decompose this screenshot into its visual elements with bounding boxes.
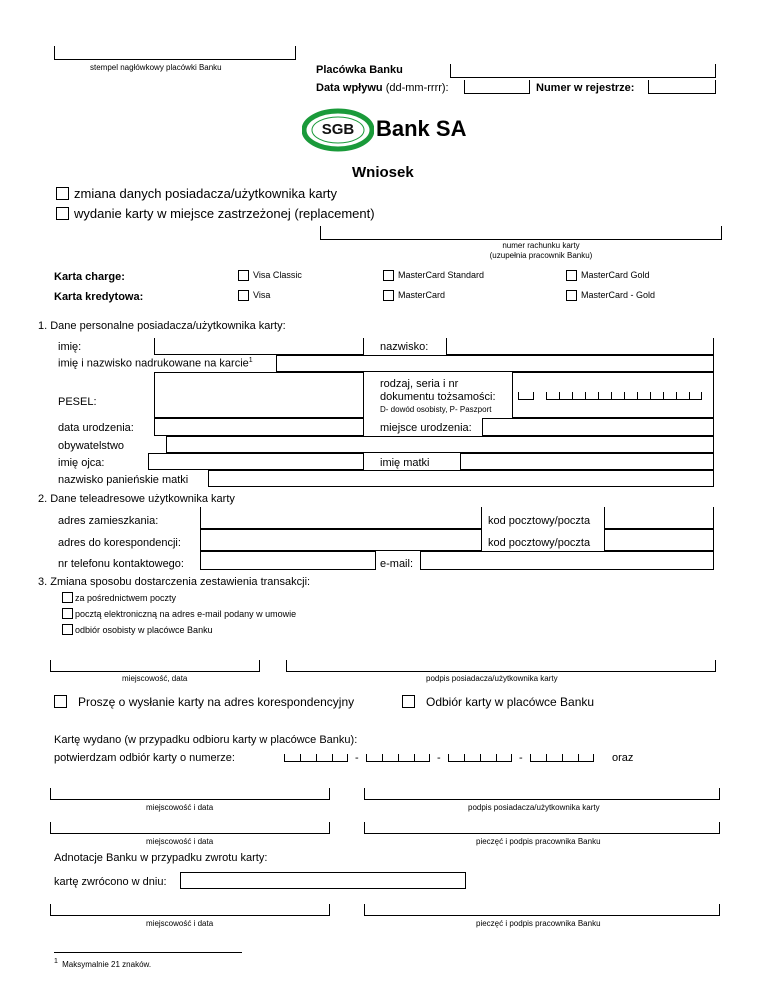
phone-input[interactable] [200, 551, 376, 570]
email-input[interactable] [420, 551, 714, 570]
credit-visa-checkbox[interactable] [238, 290, 249, 301]
postal-input[interactable] [604, 507, 714, 529]
sign4-signature-caption: pieczęć i podpis pracownika Banku [476, 919, 601, 928]
sign4-signature-field[interactable] [364, 904, 720, 916]
charge-mc-standard-label: MasterCard Standard [398, 270, 485, 280]
card-number-dash2: - [437, 752, 441, 764]
issued-line1: Kartę wydano (w przypadku odbioru karty w placówce Banku): [54, 734, 358, 746]
charge-visa-classic-checkbox[interactable] [238, 270, 249, 281]
request-checkbox-change[interactable] [56, 187, 69, 200]
corr-address-input[interactable] [200, 529, 482, 551]
sign1-signature-field[interactable] [286, 660, 716, 672]
account-caption: numer rachunku karty [502, 241, 580, 250]
footnote-text: Maksymalnie 21 znaków. [62, 959, 152, 969]
citizenship-label: obywatelstwo [58, 440, 125, 452]
statement-post-label: za pośrednictwem poczty [75, 593, 177, 603]
birth-place-label: miejsce urodzenia: [380, 422, 472, 434]
printed-name-input[interactable] [276, 355, 714, 372]
page-title: Wniosek [352, 164, 414, 181]
statement-branch-label: odbiór osobisty w placówce Banku [75, 625, 213, 635]
footnote [54, 958, 151, 969]
email-label: e-mail: [380, 558, 414, 570]
sign1-place-date-caption: miejscowość, data [122, 674, 188, 683]
send-card-checkbox[interactable] [54, 695, 67, 708]
date-field[interactable] [464, 80, 530, 94]
oraz-label: oraz [612, 752, 634, 764]
credit-mc-label: MasterCard [398, 290, 446, 300]
issued-line2: potwierdzam odbiór karty o numerze: [54, 752, 235, 764]
section3-title: 3. Zmiana sposobu dostarczenia zestawienia transakcji: [38, 576, 311, 588]
birth-date-input[interactable] [154, 418, 364, 436]
request-checkbox-replacement[interactable] [56, 207, 69, 220]
account-number-field[interactable] [320, 226, 722, 240]
pesel-label: PESEL: [58, 396, 97, 408]
citizenship-input[interactable] [166, 436, 714, 453]
card-number-group2[interactable] [366, 754, 430, 762]
sign2-signature-caption: podpis posiadacza/użytkownika karty [468, 803, 600, 812]
statement-branch-checkbox[interactable] [62, 624, 73, 635]
mother-name-input[interactable] [460, 453, 714, 470]
document-label-line2: dokumentu tożsamości: [380, 391, 496, 403]
send-card-label: Proszę o wysłanie karty na adres korespondencyjny [78, 695, 355, 709]
footnote-sup: 1 [54, 958, 58, 965]
register-field[interactable] [648, 80, 716, 94]
date-label: Data wpływu [316, 82, 383, 94]
stamp-box[interactable] [54, 46, 296, 60]
postal-label-2: kod pocztowy/poczta [488, 537, 591, 549]
address-input[interactable] [200, 507, 482, 529]
charge-mc-standard-checkbox[interactable] [383, 270, 394, 281]
postal-input-2[interactable] [604, 529, 714, 551]
return-date-input[interactable] [180, 872, 466, 889]
sign3-place-date-caption: miejscowość i data [146, 837, 214, 846]
pickup-card-label: Odbiór karty w placówce Banku [426, 695, 595, 709]
last-name-label: nazwisko: [380, 341, 429, 353]
credit-mc-checkbox[interactable] [383, 290, 394, 301]
father-name-label: imię ojca: [58, 457, 105, 469]
sign2-place-date-caption: miejscowość i data [146, 803, 214, 812]
sign2-place-date-field[interactable] [50, 788, 330, 800]
sign3-place-date-field[interactable] [50, 822, 330, 834]
request-option-change: zmiana danych posiadacza/użytkownika karty [74, 186, 338, 201]
return-title: Adnotacje Banku w przypadku zwrotu karty: [54, 852, 268, 864]
charge-mc-gold-label: MasterCard Gold [581, 270, 650, 280]
postal-label: kod pocztowy/poczta [488, 515, 591, 527]
mother-maiden-label: nazwisko panieńskie matki [58, 474, 189, 486]
section1-title: 1. Dane personalne posiadacza/użytkownika karty: [38, 320, 286, 332]
printed-name-label [58, 357, 253, 370]
last-name-input[interactable] [446, 338, 714, 355]
credit-card-label: Karta kredytowa: [54, 291, 144, 303]
phone-label: nr telefonu kontaktowego: [58, 558, 184, 570]
printed-name-sup: 1 [248, 357, 253, 364]
address-label: adres zamieszkania: [58, 515, 159, 527]
sign3-signature-field[interactable] [364, 822, 720, 834]
document-type-cells[interactable] [518, 392, 534, 400]
statement-email-label: pocztą elektroniczną na adres e-mail podany w umowie [75, 609, 297, 619]
statement-post-checkbox[interactable] [62, 592, 73, 603]
credit-mc-gold-checkbox[interactable] [566, 290, 577, 301]
card-number-dash1: - [355, 752, 359, 764]
first-name-input[interactable] [154, 338, 364, 355]
charge-visa-classic-label: Visa Classic [253, 270, 302, 280]
document-label-line1: rodzaj, seria i nr [380, 378, 459, 390]
card-number-group3[interactable] [448, 754, 512, 762]
birth-date-label: data urodzenia: [58, 422, 134, 434]
card-number-dash3: - [519, 752, 523, 764]
bank-name: Bank SA [376, 116, 467, 141]
sign2-signature-field[interactable] [364, 788, 720, 800]
statement-email-checkbox[interactable] [62, 608, 73, 619]
card-number-group4[interactable] [530, 754, 594, 762]
corr-address-label: adres do korespondencji: [58, 537, 181, 549]
credit-visa-label: Visa [253, 290, 271, 300]
return-date-label: kartę zwrócono w dniu: [54, 876, 167, 888]
logo-badge: SGB [321, 121, 355, 138]
document-number-cells[interactable] [546, 392, 702, 400]
sign1-place-date-field[interactable] [50, 660, 260, 672]
charge-card-label: Karta charge: [54, 271, 125, 283]
sgb-logo [302, 108, 374, 152]
pesel-input[interactable] [154, 372, 364, 418]
section2-title: 2. Dane teleadresowe użytkownika karty [38, 493, 235, 505]
birth-place-input[interactable] [482, 418, 714, 436]
document-note: D- dowód osobisty, P- Paszport [380, 405, 492, 414]
date-format: (dd-mm-rrrr): [385, 82, 449, 94]
mother-maiden-input[interactable] [208, 470, 714, 487]
date-received [316, 82, 449, 94]
mother-name-label: imię matki [380, 457, 430, 469]
card-number-group1[interactable] [284, 754, 348, 762]
first-name-label: imię: [58, 341, 82, 353]
sign1-signature-caption: podpis posiadacza/użytkownika karty [426, 674, 558, 683]
branch-label: Placówka Banku [316, 64, 403, 76]
account-caption-note: (uzupełnia pracownik Banku) [489, 251, 593, 260]
branch-field[interactable] [450, 64, 716, 78]
printed-name-text: imię i nazwisko nadrukowane na karcie [58, 357, 249, 370]
charge-mc-gold-checkbox[interactable] [566, 270, 577, 281]
stamp-caption: stempel nagłówkowy placówki Banku [90, 63, 222, 72]
pickup-card-checkbox[interactable] [402, 695, 415, 708]
register-label: Numer w rejestrze: [536, 82, 635, 94]
sign4-place-date-caption: miejscowość i data [146, 919, 214, 928]
father-name-input[interactable] [148, 453, 364, 470]
request-option-replacement: wydanie karty w miejsce zastrzeżonej (replacement) [74, 206, 375, 221]
footnote-divider [54, 952, 242, 953]
sign4-place-date-field[interactable] [50, 904, 330, 916]
sign3-signature-caption: pieczęć i podpis pracownika Banku [476, 837, 601, 846]
credit-mc-gold-label: MasterCard - Gold [581, 290, 656, 300]
